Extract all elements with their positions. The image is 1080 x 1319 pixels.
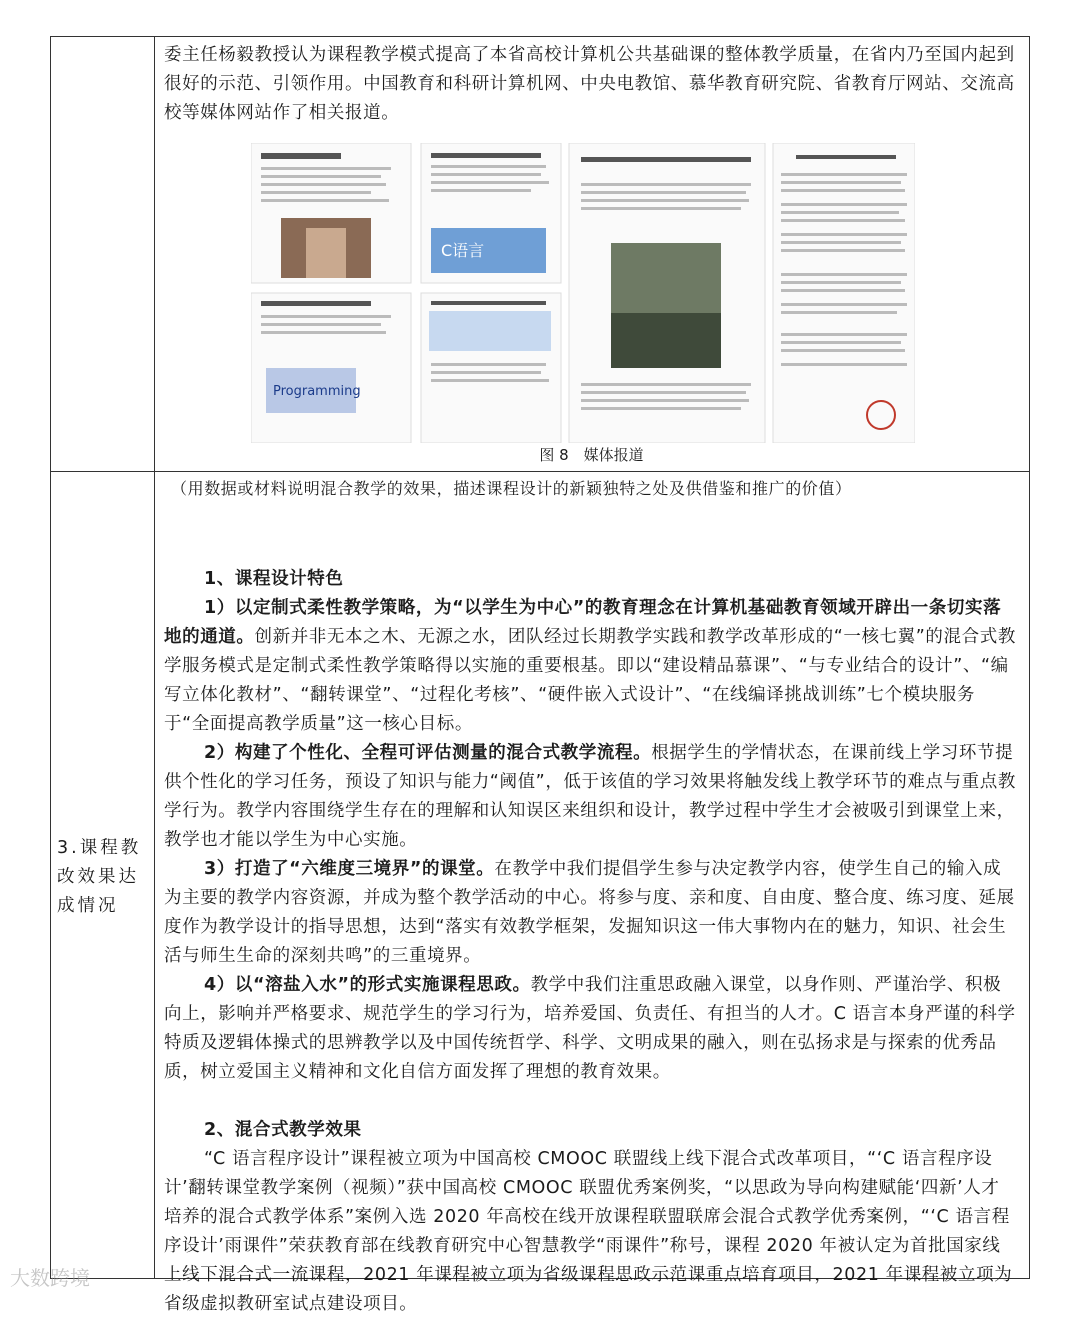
paragraph-1-text: 创新并非无本之木、无源之水，团队经过长期教学实践和教学改革形成的“一核七翼”的混合式教学服务模式是定制式柔性教学策略得以实施的重要根基。即以“建设精品慕课”、“与专业结合的设计”、“编写立体化教材”、“翻转课堂”、“过程化考核”、“硬件嵌入式设计”、“在线编译挑战训练”七个模块服务于“全面提高教学质量”这一核心目标。 (164, 627, 1016, 734)
paragraph-4 (164, 971, 1017, 1087)
effect-body (164, 565, 1017, 1319)
section-title-2: 2、混合式教学效果 (204, 1120, 362, 1140)
column-divider (154, 37, 155, 1278)
paragraph-2-text: 根据学生的学情状态，在课前线上学习环节提供个性化的学习任务，预设了知识与能力“阈值”，低于该值的学习效果将触发线上教学环节的难点与重点教学行为。教学内容围绕学生存在的理解和认知误区来组织和设计，教学过程中学生才会被吸引到课堂上来，教学也才能以学生为中心实施。 (164, 743, 1016, 850)
paragraph-4-text: 教学中我们注重思政融入课堂，以身作则、严谨治学、积极向上，影响并严格要求、规范学生的学习行为，培养爱国、负责任、有担当的人才。C 语言本身严谨的科学特质及逻辑体操式的思辨教学以及中国传统哲学、科学、文明成果的融入，则在弘扬求是与探索的优秀品质，树立爱国主义精神和文化自信方面发挥了理想的教育效果。 (164, 975, 1016, 1082)
paragraph-3-text: 在教学中我们提倡学生参与决定教学内容，使学生自己的输入成为主要的教学内容资源，并成为整个教学活动的中心。将参与度、亲和度、自由度、整合度、练习度、延展度作为教学设计的指导思想，达到“落实有效教学框架，发掘知识这一伟大事物内在的魅力，知识、社会生活与师生生命的深刻共鸣”的三重境界。 (164, 859, 1015, 966)
media-report-collage (251, 143, 915, 443)
paragraph-3 (164, 855, 1017, 971)
paragraph-1 (164, 594, 1017, 739)
watermark: 大数跨境 (10, 1266, 90, 1290)
svg-text:C语言: C语言 (441, 241, 485, 260)
paragraph-4-heading: 4）以“溶盐入水”的形式实施课程思政。 (204, 975, 531, 995)
svg-text:Programming: Programming (273, 384, 361, 399)
paragraph-2-heading: 2）构建了个性化、全程可评估测量的混合式教学流程。 (204, 743, 652, 763)
instruction-hint: （用数据或材料说明混合教学的效果，描述课程设计的新颖独特之处及供借鉴和推广的价值） (171, 479, 852, 498)
media-report-text: 委主任杨毅教授认为课程教学模式提高了本省高校计算机公共基础课的整体教学质量，在省内乃至国内起到很好的示范、引领作用。中国教育和科研计算机网、中央电教馆、慕华教育研究院、省教育厅网站、交流高校等媒体网站作了相关报道。 (164, 45, 1015, 123)
section-title-1: 1、课程设计特色 (204, 569, 344, 589)
paragraph-3-heading: 3）打造了“六维度三境界”的课堂。 (204, 859, 495, 879)
paragraph-1-heading: 1）以定制式柔性教学策略，为“以学生为中心”的教育理念在计算机基础教育领域开辟出一条切实落地的通道。 (164, 598, 1002, 647)
paragraph-5: “C 语言程序设计”课程被立项为中国高校 CMOOC 联盟线上线下混合式改革项目，“‘C 语言程序设计’翻转课堂教学案例（视频）”获中国高校 CMOOC 联盟优秀案例奖，“以思政为导向构建赋能‘四新’人才培养的混合式教学体系”案例入选 2020 年高校在线开放课程联盟联席会混合式教学优秀案例，“‘C 语言程序设计’雨课件”荣获教育部在线教育研究中心智慧教学“雨课件”称号，课程 2020 年被认定为首批国家线上线下混合式一流课程，2021 年课程被立项为省级课程思政示范课重点培育项目，2021 年课程被立项为省级虚拟教研室试点建设项目。 (164, 1149, 1013, 1314)
figure-caption: 图 8 媒体报道 (539, 446, 644, 464)
paragraph-2 (164, 739, 1017, 855)
row-label: 3.课程教改效果达成情况 (57, 838, 142, 916)
row-divider (51, 471, 1029, 472)
